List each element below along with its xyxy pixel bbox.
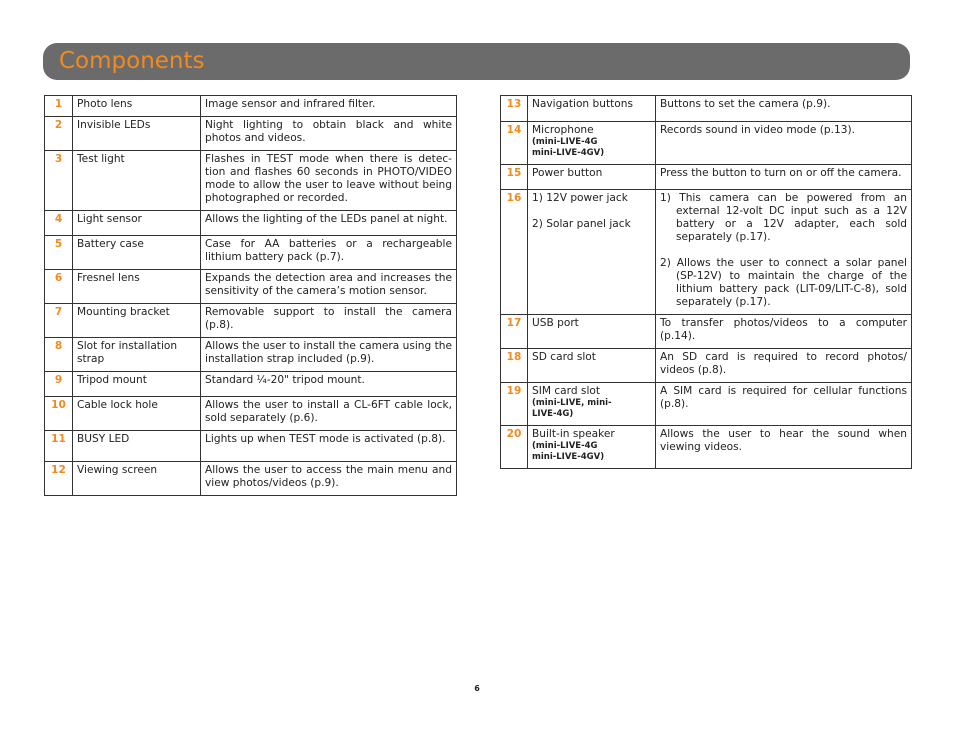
table-row: [45, 211, 457, 236]
component-name: Fresnel lens: [73, 270, 201, 304]
component-name: Battery case: [73, 236, 201, 270]
table-row: [45, 397, 457, 431]
component-name: Photo lens: [73, 96, 201, 117]
component-name: SD card slot: [528, 349, 656, 383]
component-name: Viewing screen: [73, 462, 201, 496]
component-name: Invisible LEDs: [73, 117, 201, 151]
component-description: An SD card is required to record photos/ videos (p.8).: [656, 349, 912, 383]
table-row: [45, 304, 457, 338]
description-item: 1) This camera can be powered from an external 12-volt DC input such as a 12V battery or a 12V adapter, each sold separately (p.17).: [660, 192, 907, 243]
component-name: USB port: [528, 315, 656, 349]
table-row: [501, 190, 912, 315]
component-number: 1: [45, 96, 73, 117]
component-description: [656, 190, 912, 315]
component-description: To transfer photos/videos to a computer (p.14).: [656, 315, 912, 349]
component-number: 20: [501, 426, 528, 469]
component-description: Expands the detection area and increases the sensitivity of the camera’s motion sensor.: [201, 270, 457, 304]
model-note: (mini-LIVE, mini-LIVE-4G): [532, 398, 612, 419]
table-row: [45, 270, 457, 304]
component-description: Allows the user to access the main menu and view photos/videos (p.9).: [201, 462, 457, 496]
components-table-right: [500, 95, 912, 469]
component-number: 18: [501, 349, 528, 383]
component-number: 17: [501, 315, 528, 349]
table-row: [501, 96, 912, 122]
component-description: Removable support to install the camera (p.8).: [201, 304, 457, 338]
component-name-cell: [528, 122, 656, 165]
table-row: [45, 117, 457, 151]
component-number: 10: [45, 397, 73, 431]
component-description: Flashes in TEST mode when there is detec-tion and flashes 60 seconds in PHOTO/VIDEO mode to allow the user to leave without being photographed or recorded.: [201, 151, 457, 211]
page-title: Components: [59, 48, 205, 74]
component-description: Allows the user to hear the sound when viewing videos.: [656, 426, 912, 469]
component-name: Tripod mount: [73, 372, 201, 397]
table-row: [501, 165, 912, 190]
table-row: [501, 315, 912, 349]
component-number: 3: [45, 151, 73, 211]
component-description: Allows the user to install the camera using the installation strap included (p.9).: [201, 338, 457, 372]
component-name: 2) Solar panel jack: [532, 218, 631, 230]
component-name: Test light: [73, 151, 201, 211]
component-description: Image sensor and infrared filter.: [201, 96, 457, 117]
component-number: 4: [45, 211, 73, 236]
components-table-left: [44, 95, 457, 496]
table-row: [45, 338, 457, 372]
table-row: [45, 462, 457, 496]
component-description: A SIM card is required for cellular functions (p.8).: [656, 383, 912, 426]
component-name: Power button: [528, 165, 656, 190]
component-number: 9: [45, 372, 73, 397]
component-name: Light sensor: [73, 211, 201, 236]
component-description: Press the button to turn on or off the camera.: [656, 165, 912, 190]
page-number: 6: [474, 684, 480, 693]
component-description: Standard ¼-20" tripod mount.: [201, 372, 457, 397]
component-name: 1) 12V power jack: [532, 192, 628, 204]
table-row: [45, 96, 457, 117]
component-number: 7: [45, 304, 73, 338]
component-number: 14: [501, 122, 528, 165]
table-row: [45, 372, 457, 397]
component-name: Slot for installation strap: [73, 338, 201, 372]
component-number: 19: [501, 383, 528, 426]
component-name: BUSY LED: [73, 431, 201, 462]
component-number: 12: [45, 462, 73, 496]
model-note: (mini-LIVE-4G mini-LIVE-4GV): [532, 137, 605, 158]
component-description: Lights up when TEST mode is activated (p.8).: [201, 431, 457, 462]
table-row: [45, 151, 457, 211]
component-name: Mounting bracket: [73, 304, 201, 338]
component-description: Case for AA batteries or a rechargeable lithium battery pack (p.7).: [201, 236, 457, 270]
component-name: Cable lock hole: [73, 397, 201, 431]
component-description: Allows the lighting of the LEDs panel at night.: [201, 211, 457, 236]
component-name-cell: [528, 383, 656, 426]
component-name: Microphone: [532, 124, 594, 136]
component-number: 16: [501, 190, 528, 315]
component-number: 13: [501, 96, 528, 122]
table-row: [501, 349, 912, 383]
table-row: [501, 122, 912, 165]
component-number: 2: [45, 117, 73, 151]
component-description: Allows the user to install a CL-6FT cable lock, sold separately (p.6).: [201, 397, 457, 431]
component-number: 11: [45, 431, 73, 462]
component-name-cell: [528, 426, 656, 469]
component-name-cell: [528, 190, 656, 315]
component-name: Navigation buttons: [528, 96, 656, 122]
table-row: [45, 431, 457, 462]
description-item: 2) Allows the user to connect a solar panel (SP-12V) to maintain the charge of the lithium battery pack (LIT-09/LIT-C-8), sold separately (p.17).: [660, 257, 907, 308]
component-number: 15: [501, 165, 528, 190]
component-name: Built-in speaker: [532, 428, 615, 440]
section-banner: [43, 43, 910, 80]
component-number: 6: [45, 270, 73, 304]
component-description: Night lighting to obtain black and white photos and videos.: [201, 117, 457, 151]
table-row: [501, 383, 912, 426]
component-number: 5: [45, 236, 73, 270]
component-description: Records sound in video mode (p.13).: [656, 122, 912, 165]
table-row: [501, 426, 912, 469]
component-number: 8: [45, 338, 73, 372]
table-row: [45, 236, 457, 270]
model-note: (mini-LIVE-4G mini-LIVE-4GV): [532, 441, 605, 462]
component-description: Buttons to set the camera (p.9).: [656, 96, 912, 122]
component-name: SIM card slot: [532, 385, 601, 397]
